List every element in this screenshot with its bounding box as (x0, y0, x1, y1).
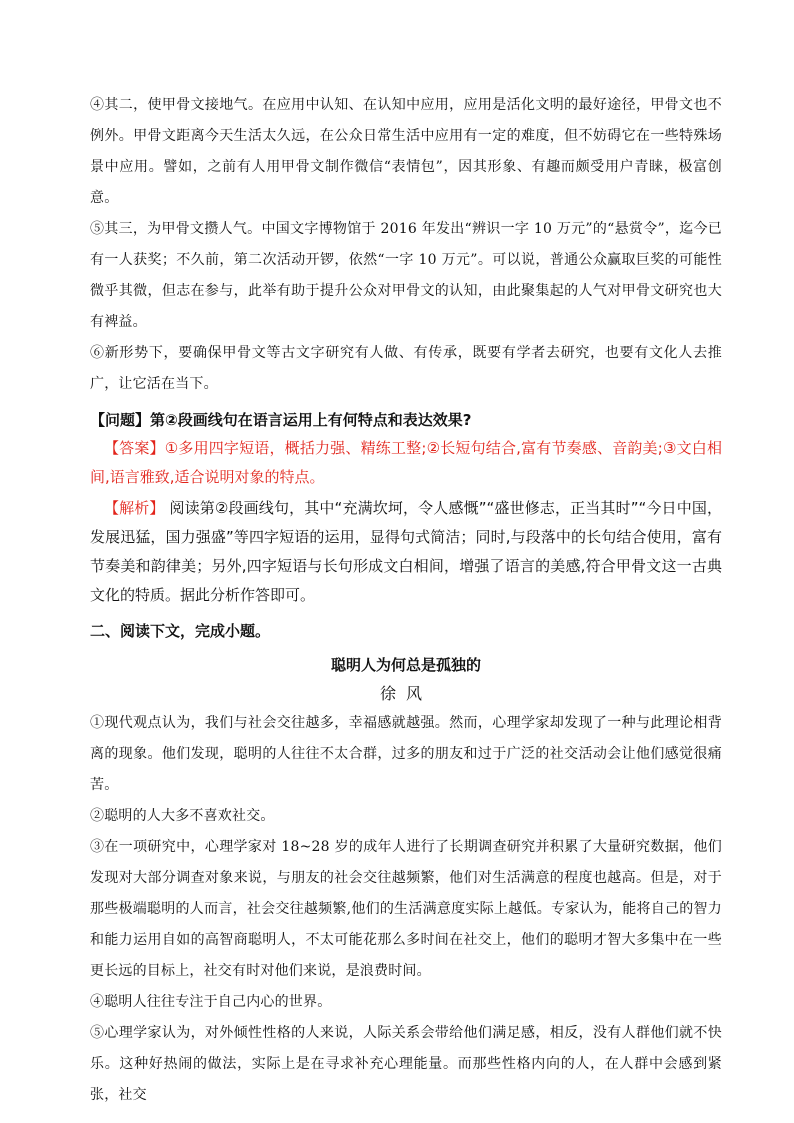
question-text: 第②段画线句在语言运用上有何特点和表达效果? (150, 411, 472, 429)
section-heading: 二、阅读下文，完成小题。 (90, 622, 271, 640)
article-paragraph-3: ③在一项研究中，心理学家对 18~28 岁的成年人进行了长期调查研究并积累了大量研究数据，他们发现对大部分调查对象来说，与朋友的社会交往越频繁，他们对生活满意的程度也越高。但是，对于那些极端聪明的人而言，社会交往越频繁,他们的生活满意度实际上越低。专家认为，能将自己的智力和能力运用自如的高智商聪明人，不太可能花那么多时间在社交上，他们的聪明才智大多集中在一些更长远的目标上，社交有时对他们来说，是浪费时间。 (90, 839, 722, 979)
question (90, 406, 722, 434)
paragraph-5: ⑤其三，为甲骨文攒人气。中国文字博物馆于 2016 年发出“辨识一字 10 万元”的“悬赏令”，迄今已有一人获奖；不久前，第二次活动开锣，依然“一字 10 万元”。可以说，普通公众赢取巨奖的可能性微乎其微，但志在参与，此举有助于提升公众对甲骨文的认知，由此聚集起的人气对甲骨文研究也大有裨益。 (90, 221, 722, 330)
answer-text: ①多用四字短语，概括力强、精练工整;②长短句结合,富有节奏感、音韵美;③文白相间,语言雅致,适合说明对象的特点。 (90, 439, 722, 486)
analysis (90, 494, 722, 610)
answer-tag: 【答案】 (104, 439, 165, 457)
question-tag: 【问题】 (90, 411, 151, 429)
answer (90, 434, 722, 492)
article-paragraph-4: ④聪明人往往专注于自己内心的世界。 (90, 994, 332, 1010)
paragraph-4: ④其二，使甲骨文接地气。在应用中认知、在认知中应用，应用是活化文明的最好途径，甲骨文也不例外。甲骨文距离今天生活太久远，在公众日常生活中应用有一定的难度，但不妨碍它在一些特殊场景中应用。譬如，之前有人用甲骨文制作微信“表情包”，因其形象、有趣而颇受用户青睐，极富创意。 (90, 97, 722, 206)
article-paragraph-5: ⑤心理学家认为，对外倾性性格的人来说，人际关系会带给他们满足感，相反，没有人群他们就不快乐。这种好热闹的做法，实际上是在寻求补充心理能量。而那些性格内向的人，在人群中会感到紧张，社交 (90, 1025, 722, 1103)
article-title: 聪明人为何总是孤独的 (330, 656, 481, 674)
analysis-tag: 【解析】 (104, 499, 165, 517)
article-paragraph-1: ①现代观点认为，我们与社会交往越多，幸福感就越强。然而，心理学家却发现了一种与此理论相背离的现象。他们发现，聪明的人往往不太合群，过多的朋友和过于广泛的社交活动会让他们感觉很痛苦。 (90, 715, 722, 793)
article-author: 徐风 (379, 684, 432, 703)
article-paragraph-2: ②聪明的人大多不喜欢社交。 (90, 808, 275, 824)
analysis-text: 阅读第②段画线句，其中“充满坎坷，令人感慨”“盛世修志，正当其时”“今日中国，发展迅猛，国力强盛”等四字短语的运用，显得句式简洁；同时,与段落中的长句结合使用，富有节奏美和韵律美；另外,四字短语与长句形成文白相间，增强了语言的美感,符合甲骨文这一古典文化的特质。据此分析作答即可。 (90, 499, 722, 604)
paragraph-6: ⑥新形势下，要确保甲骨文等古文字研究有人做、有传承，既要有学者去研究，也要有文化人去推广，让它活在当下。 (90, 345, 722, 392)
page-content (90, 90, 722, 1111)
